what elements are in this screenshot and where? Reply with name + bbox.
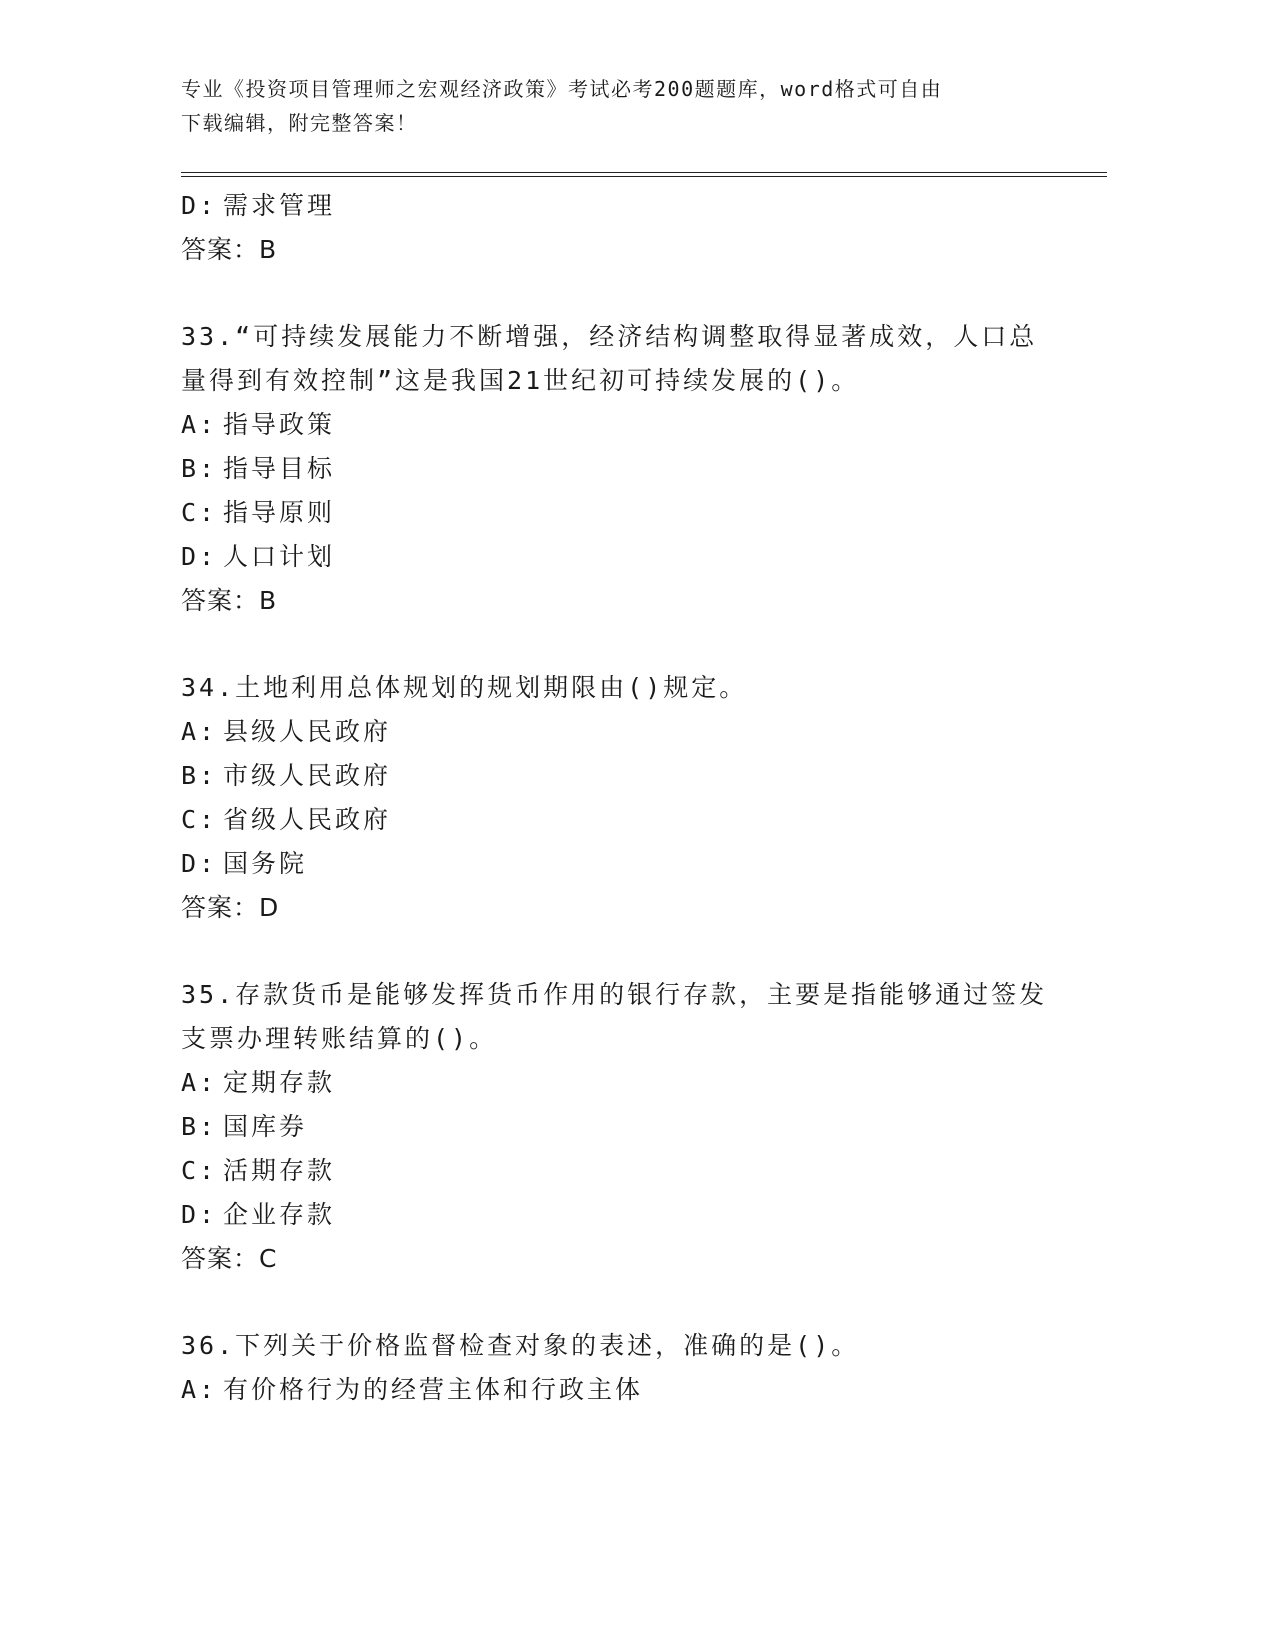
header-divider bbox=[181, 172, 1107, 177]
option-text: 国务院 bbox=[223, 849, 308, 878]
answer-line: 答案：B bbox=[181, 235, 278, 264]
spacer bbox=[181, 1281, 1061, 1324]
question-stem-line: 支票办理转账结算的()。 bbox=[181, 1024, 498, 1053]
option-text: 指导目标 bbox=[223, 454, 336, 483]
option-a bbox=[181, 1368, 1061, 1412]
option-d bbox=[181, 184, 1061, 228]
option-text: 企业存款 bbox=[223, 1200, 336, 1229]
option-d bbox=[181, 842, 1061, 886]
option-a bbox=[181, 1061, 1061, 1105]
question-33 bbox=[181, 315, 1051, 403]
question-stem-line: 量得到有效控制”这是我国21世纪初可持续发展的()。 bbox=[181, 366, 860, 395]
option-a bbox=[181, 710, 1061, 754]
option-text: 指导政策 bbox=[223, 410, 336, 439]
option-d bbox=[181, 1193, 1061, 1237]
option-letter: D: bbox=[181, 542, 218, 571]
option-text: 活期存款 bbox=[223, 1156, 336, 1185]
question-35 bbox=[181, 973, 1051, 1061]
option-letter: B: bbox=[181, 454, 218, 483]
option-letter: D: bbox=[181, 1200, 218, 1229]
spacer bbox=[181, 272, 1061, 315]
option-b bbox=[181, 1105, 1061, 1149]
option-b bbox=[181, 447, 1061, 491]
option-letter: C: bbox=[181, 805, 218, 834]
option-letter: A: bbox=[181, 410, 218, 439]
option-text: 指导原则 bbox=[223, 498, 336, 527]
question-36 bbox=[181, 1324, 1051, 1368]
option-text: 有价格行为的经营主体和行政主体 bbox=[223, 1375, 644, 1404]
answer-line: 答案：D bbox=[181, 893, 280, 922]
option-letter: A: bbox=[181, 1068, 218, 1097]
document-header bbox=[181, 72, 1061, 140]
question-stem-line: 33.“可持续发展能力不断增强，经济结构调整取得显著成效，人口总 bbox=[181, 322, 1038, 351]
option-a bbox=[181, 403, 1061, 447]
header-line-2: 下载编辑，附完整答案！ bbox=[181, 111, 418, 135]
spacer bbox=[181, 623, 1061, 666]
question-stem-line: 34.土地利用总体规划的规划期限由()规定。 bbox=[181, 673, 748, 702]
option-letter: A: bbox=[181, 717, 218, 746]
question-stem-line: 35.存款货币是能够发挥货币作用的银行存款，主要是指能够通过签发 bbox=[181, 980, 1048, 1009]
header-line-1: 专业《投资项目管理师之宏观经济政策》考试必考200题题库，word格式可自由 bbox=[181, 77, 943, 101]
option-letter: B: bbox=[181, 1112, 218, 1141]
option-letter: A: bbox=[181, 1375, 218, 1404]
option-c bbox=[181, 798, 1061, 842]
option-letter: B: bbox=[181, 761, 218, 790]
option-text: 需求管理 bbox=[223, 191, 336, 220]
option-letter: D: bbox=[181, 849, 218, 878]
option-text: 定期存款 bbox=[223, 1068, 336, 1097]
question-content bbox=[181, 184, 1061, 1412]
option-text: 国库券 bbox=[223, 1112, 308, 1141]
option-letter: D: bbox=[181, 191, 218, 220]
answer-line: 答案：B bbox=[181, 586, 278, 615]
option-b bbox=[181, 754, 1061, 798]
option-text: 省级人民政府 bbox=[223, 805, 392, 834]
spacer bbox=[181, 930, 1061, 973]
option-letter: C: bbox=[181, 1156, 218, 1185]
option-text: 县级人民政府 bbox=[223, 717, 392, 746]
question-34 bbox=[181, 666, 1051, 710]
option-text: 市级人民政府 bbox=[223, 761, 392, 790]
option-letter: C: bbox=[181, 498, 218, 527]
question-stem-line: 36.下列关于价格监督检查对象的表述，准确的是()。 bbox=[181, 1331, 860, 1360]
option-c bbox=[181, 1149, 1061, 1193]
option-text: 人口计划 bbox=[223, 542, 336, 571]
answer-line: 答案：C bbox=[181, 1244, 278, 1273]
option-c bbox=[181, 491, 1061, 535]
option-d bbox=[181, 535, 1061, 579]
